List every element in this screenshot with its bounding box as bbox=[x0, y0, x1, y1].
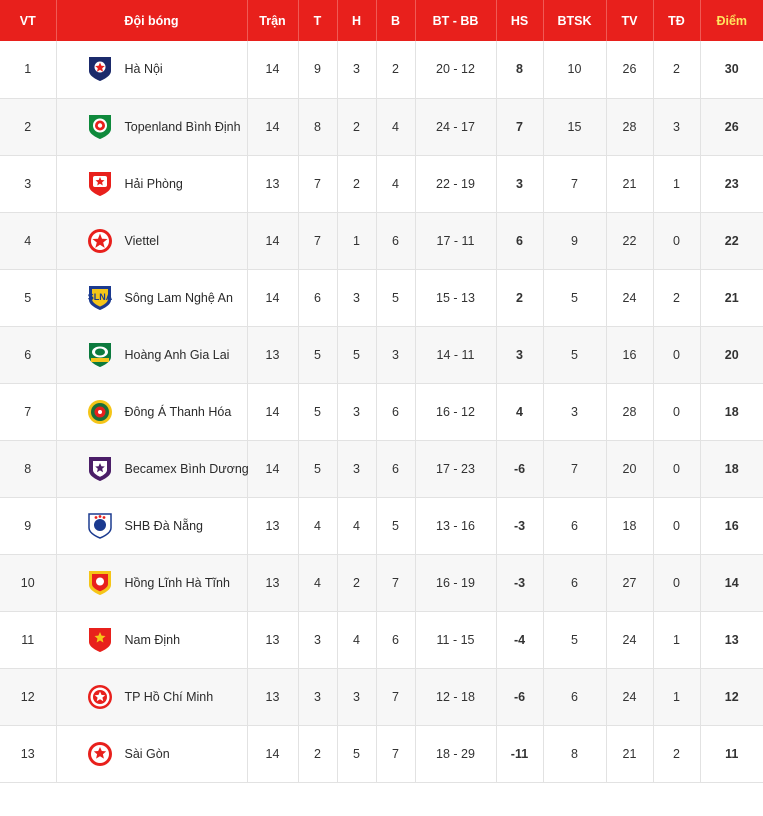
cell-red-cards: 3 bbox=[653, 98, 700, 155]
cell-goals: 20 - 12 bbox=[415, 41, 496, 98]
cell-team[interactable] bbox=[56, 269, 247, 326]
cell-loss: 6 bbox=[376, 212, 415, 269]
cell-goal-difference: -4 bbox=[496, 611, 543, 668]
hagl-crest bbox=[85, 340, 115, 370]
cell-goals: 22 - 19 bbox=[415, 155, 496, 212]
cell-goals: 16 - 12 bbox=[415, 383, 496, 440]
cell-yellow-cards: 22 bbox=[606, 212, 653, 269]
ha-tinh-crest bbox=[85, 568, 115, 598]
cell-goal-difference: 3 bbox=[496, 326, 543, 383]
cell-position: 7 bbox=[0, 383, 56, 440]
cell-played: 13 bbox=[247, 155, 298, 212]
cell-yellow-cards: 24 bbox=[606, 668, 653, 725]
header-row bbox=[0, 0, 763, 41]
binh-dinh-crest bbox=[85, 112, 115, 142]
team-name: Hoàng Anh Gia Lai bbox=[124, 347, 230, 362]
cell-draw: 1 bbox=[337, 212, 376, 269]
cell-position: 2 bbox=[0, 98, 56, 155]
hai-phong-crest bbox=[85, 169, 115, 199]
cell-loss: 5 bbox=[376, 269, 415, 326]
viettel-crest bbox=[85, 226, 115, 256]
cell-position: 10 bbox=[0, 554, 56, 611]
cell-played: 14 bbox=[247, 212, 298, 269]
column-header-team: Đội bóng bbox=[56, 0, 247, 41]
ha-noi-crest bbox=[85, 54, 115, 84]
cell-goals: 17 - 23 bbox=[415, 440, 496, 497]
cell-goals: 16 - 19 bbox=[415, 554, 496, 611]
cell-goals: 17 - 11 bbox=[415, 212, 496, 269]
team-name: Sông Lam Nghệ An bbox=[124, 290, 233, 305]
cell-position: 3 bbox=[0, 155, 56, 212]
cell-draw: 3 bbox=[337, 383, 376, 440]
table-row bbox=[0, 668, 763, 725]
cell-position: 4 bbox=[0, 212, 56, 269]
cell-team[interactable] bbox=[56, 725, 247, 782]
team-name: Becamex Bình Dương bbox=[124, 461, 249, 476]
cell-team[interactable] bbox=[56, 383, 247, 440]
cell-loss: 7 bbox=[376, 554, 415, 611]
cell-loss: 3 bbox=[376, 326, 415, 383]
cell-win: 8 bbox=[298, 98, 337, 155]
cell-points: 23 bbox=[700, 155, 763, 212]
cell-yellow-cards: 27 bbox=[606, 554, 653, 611]
cell-loss: 4 bbox=[376, 155, 415, 212]
cell-played: 13 bbox=[247, 611, 298, 668]
cell-points: 11 bbox=[700, 725, 763, 782]
cell-position: 12 bbox=[0, 668, 56, 725]
team-name: Hồng Lĩnh Hà Tĩnh bbox=[124, 575, 230, 590]
cell-draw: 5 bbox=[337, 326, 376, 383]
cell-goals: 18 - 29 bbox=[415, 725, 496, 782]
cell-loss: 4 bbox=[376, 98, 415, 155]
cell-draw: 4 bbox=[337, 611, 376, 668]
table-row bbox=[0, 383, 763, 440]
cell-win: 3 bbox=[298, 611, 337, 668]
cell-played: 13 bbox=[247, 668, 298, 725]
cell-btsk: 5 bbox=[543, 326, 606, 383]
cell-win: 7 bbox=[298, 212, 337, 269]
cell-btsk: 10 bbox=[543, 41, 606, 98]
cell-goals: 14 - 11 bbox=[415, 326, 496, 383]
cell-team[interactable] bbox=[56, 326, 247, 383]
cell-goal-difference: 3 bbox=[496, 155, 543, 212]
cell-position: 1 bbox=[0, 41, 56, 98]
cell-team[interactable] bbox=[56, 41, 247, 98]
cell-btsk: 9 bbox=[543, 212, 606, 269]
cell-goal-difference: 4 bbox=[496, 383, 543, 440]
cell-btsk: 6 bbox=[543, 497, 606, 554]
cell-points: 18 bbox=[700, 440, 763, 497]
cell-played: 14 bbox=[247, 383, 298, 440]
cell-win: 5 bbox=[298, 326, 337, 383]
cell-btsk: 8 bbox=[543, 725, 606, 782]
column-header-points: Điểm bbox=[700, 0, 763, 41]
cell-position: 5 bbox=[0, 269, 56, 326]
cell-points: 12 bbox=[700, 668, 763, 725]
cell-loss: 7 bbox=[376, 725, 415, 782]
cell-red-cards: 0 bbox=[653, 326, 700, 383]
cell-win: 4 bbox=[298, 497, 337, 554]
cell-goals: 12 - 18 bbox=[415, 668, 496, 725]
column-header-win: T bbox=[298, 0, 337, 41]
cell-btsk: 7 bbox=[543, 440, 606, 497]
cell-points: 20 bbox=[700, 326, 763, 383]
cell-draw: 4 bbox=[337, 497, 376, 554]
cell-win: 5 bbox=[298, 440, 337, 497]
cell-red-cards: 1 bbox=[653, 668, 700, 725]
table-row bbox=[0, 212, 763, 269]
cell-red-cards: 2 bbox=[653, 41, 700, 98]
table-row bbox=[0, 326, 763, 383]
team-name: Hà Nội bbox=[124, 62, 163, 77]
cell-goals: 11 - 15 bbox=[415, 611, 496, 668]
cell-loss: 5 bbox=[376, 497, 415, 554]
cell-win: 3 bbox=[298, 668, 337, 725]
cell-team[interactable] bbox=[56, 668, 247, 725]
tphcm-crest bbox=[85, 682, 115, 712]
column-header-btsk: BTSK bbox=[543, 0, 606, 41]
cell-yellow-cards: 21 bbox=[606, 155, 653, 212]
cell-win: 9 bbox=[298, 41, 337, 98]
cell-team[interactable] bbox=[56, 611, 247, 668]
cell-team[interactable] bbox=[56, 212, 247, 269]
cell-red-cards: 0 bbox=[653, 497, 700, 554]
cell-position: 11 bbox=[0, 611, 56, 668]
cell-points: 26 bbox=[700, 98, 763, 155]
svg-text:SLNA: SLNA bbox=[87, 291, 112, 302]
cell-played: 14 bbox=[247, 41, 298, 98]
table-row bbox=[0, 98, 763, 155]
cell-draw: 2 bbox=[337, 98, 376, 155]
cell-loss: 2 bbox=[376, 41, 415, 98]
cell-win: 6 bbox=[298, 269, 337, 326]
column-header-tv: TV bbox=[606, 0, 653, 41]
cell-draw: 2 bbox=[337, 554, 376, 611]
cell-btsk: 15 bbox=[543, 98, 606, 155]
table-row bbox=[0, 611, 763, 668]
thanh-hoa-crest bbox=[85, 397, 115, 427]
table-row bbox=[0, 497, 763, 554]
cell-red-cards: 0 bbox=[653, 440, 700, 497]
table-row bbox=[0, 41, 763, 98]
cell-yellow-cards: 28 bbox=[606, 383, 653, 440]
cell-goal-difference: -6 bbox=[496, 668, 543, 725]
team-name: Viettel bbox=[124, 233, 160, 248]
column-header-goals: BT - BB bbox=[415, 0, 496, 41]
table-row bbox=[0, 725, 763, 782]
cell-played: 13 bbox=[247, 326, 298, 383]
cell-red-cards: 1 bbox=[653, 155, 700, 212]
cell-points: 21 bbox=[700, 269, 763, 326]
cell-red-cards: 2 bbox=[653, 725, 700, 782]
team-name: SHB Đà Nẵng bbox=[124, 518, 204, 533]
table-row bbox=[0, 155, 763, 212]
cell-red-cards: 0 bbox=[653, 554, 700, 611]
cell-btsk: 3 bbox=[543, 383, 606, 440]
cell-goal-difference: -3 bbox=[496, 554, 543, 611]
cell-goal-difference: -11 bbox=[496, 725, 543, 782]
cell-yellow-cards: 20 bbox=[606, 440, 653, 497]
cell-team[interactable] bbox=[56, 440, 247, 497]
team-name: Hải Phòng bbox=[124, 176, 183, 191]
cell-yellow-cards: 28 bbox=[606, 98, 653, 155]
cell-win: 7 bbox=[298, 155, 337, 212]
cell-btsk: 5 bbox=[543, 611, 606, 668]
cell-yellow-cards: 21 bbox=[606, 725, 653, 782]
cell-points: 30 bbox=[700, 41, 763, 98]
team-name: Topenland Bình Định bbox=[124, 119, 241, 134]
team-name: Sài Gòn bbox=[124, 746, 170, 761]
cell-red-cards: 2 bbox=[653, 269, 700, 326]
column-header-vt: VT bbox=[0, 0, 56, 41]
table-header bbox=[0, 0, 763, 41]
cell-yellow-cards: 24 bbox=[606, 611, 653, 668]
team-name: TP Hồ Chí Minh bbox=[124, 689, 214, 704]
cell-goal-difference: 7 bbox=[496, 98, 543, 155]
column-header-hs: HS bbox=[496, 0, 543, 41]
table-row bbox=[0, 554, 763, 611]
cell-win: 4 bbox=[298, 554, 337, 611]
cell-draw: 3 bbox=[337, 668, 376, 725]
cell-goals: 15 - 13 bbox=[415, 269, 496, 326]
cell-yellow-cards: 26 bbox=[606, 41, 653, 98]
team-name: Đông Á Thanh Hóa bbox=[124, 404, 232, 419]
cell-loss: 6 bbox=[376, 383, 415, 440]
team-name: Nam Định bbox=[124, 632, 181, 647]
cell-draw: 5 bbox=[337, 725, 376, 782]
cell-team[interactable] bbox=[56, 554, 247, 611]
cell-played: 14 bbox=[247, 98, 298, 155]
table-body bbox=[0, 41, 763, 782]
cell-btsk: 6 bbox=[543, 668, 606, 725]
cell-win: 5 bbox=[298, 383, 337, 440]
cell-loss: 6 bbox=[376, 611, 415, 668]
cell-yellow-cards: 18 bbox=[606, 497, 653, 554]
cell-draw: 3 bbox=[337, 41, 376, 98]
cell-team[interactable] bbox=[56, 497, 247, 554]
cell-position: 8 bbox=[0, 440, 56, 497]
cell-points: 13 bbox=[700, 611, 763, 668]
slna-crest bbox=[85, 283, 115, 313]
nam-dinh-crest bbox=[85, 625, 115, 655]
binh-duong-crest bbox=[85, 454, 115, 484]
cell-btsk: 5 bbox=[543, 269, 606, 326]
cell-goal-difference: -3 bbox=[496, 497, 543, 554]
cell-goal-difference: 6 bbox=[496, 212, 543, 269]
cell-goal-difference: 2 bbox=[496, 269, 543, 326]
cell-position: 13 bbox=[0, 725, 56, 782]
cell-btsk: 6 bbox=[543, 554, 606, 611]
cell-goal-difference: 8 bbox=[496, 41, 543, 98]
cell-points: 22 bbox=[700, 212, 763, 269]
cell-points: 14 bbox=[700, 554, 763, 611]
cell-played: 14 bbox=[247, 725, 298, 782]
cell-win: 2 bbox=[298, 725, 337, 782]
cell-position: 9 bbox=[0, 497, 56, 554]
cell-played: 14 bbox=[247, 269, 298, 326]
column-header-td: TĐ bbox=[653, 0, 700, 41]
column-header-loss: B bbox=[376, 0, 415, 41]
column-header-draw: H bbox=[337, 0, 376, 41]
cell-played: 13 bbox=[247, 497, 298, 554]
cell-draw: 3 bbox=[337, 269, 376, 326]
sai-gon-crest bbox=[85, 739, 115, 769]
cell-red-cards: 0 bbox=[653, 212, 700, 269]
cell-red-cards: 0 bbox=[653, 383, 700, 440]
cell-goals: 13 - 16 bbox=[415, 497, 496, 554]
cell-draw: 2 bbox=[337, 155, 376, 212]
cell-loss: 6 bbox=[376, 440, 415, 497]
cell-yellow-cards: 16 bbox=[606, 326, 653, 383]
cell-yellow-cards: 24 bbox=[606, 269, 653, 326]
cell-red-cards: 1 bbox=[653, 611, 700, 668]
cell-points: 16 bbox=[700, 497, 763, 554]
column-header-played: Trận bbox=[247, 0, 298, 41]
cell-points: 18 bbox=[700, 383, 763, 440]
da-nang-crest bbox=[85, 511, 115, 541]
cell-team[interactable] bbox=[56, 155, 247, 212]
cell-goals: 24 - 17 bbox=[415, 98, 496, 155]
table-row bbox=[0, 440, 763, 497]
cell-played: 14 bbox=[247, 440, 298, 497]
cell-played: 13 bbox=[247, 554, 298, 611]
cell-goal-difference: -6 bbox=[496, 440, 543, 497]
cell-position: 6 bbox=[0, 326, 56, 383]
cell-loss: 7 bbox=[376, 668, 415, 725]
cell-team[interactable] bbox=[56, 98, 247, 155]
cell-draw: 3 bbox=[337, 440, 376, 497]
table-row bbox=[0, 269, 763, 326]
cell-btsk: 7 bbox=[543, 155, 606, 212]
